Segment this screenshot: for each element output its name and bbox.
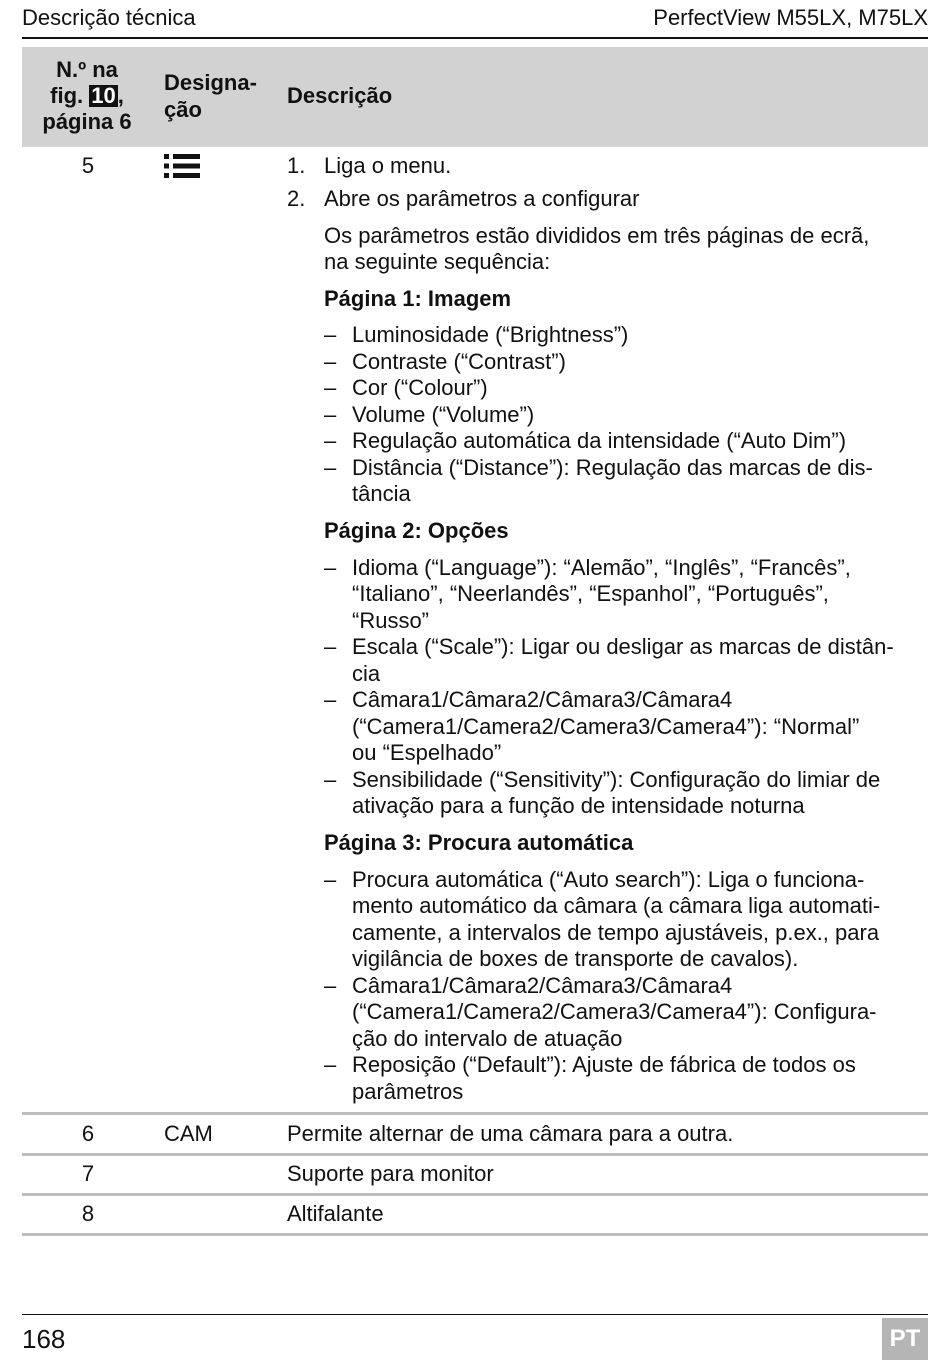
row5-number: 5: [81, 153, 95, 178]
step-1-text: Liga o menu.: [324, 153, 452, 178]
list-item: Câmara1/Câmara2/Câmara3/Câmara4: [352, 687, 733, 712]
bullet-dash: –: [324, 634, 337, 659]
bullet-dash: –: [324, 349, 337, 374]
menu-list-icon: [164, 154, 200, 178]
list-item-continued: camente, a intervalos de tempo ajustáveis, p.ex., para: [352, 920, 880, 945]
list-item-continued: mento automático da câmara (a câmara liga automati-: [352, 893, 881, 918]
list-item: Luminosidade (“Brightness”): [352, 322, 629, 347]
list-item: Reposição (“Default”): Ajuste de fábrica de todos os: [352, 1052, 856, 1077]
bullet-dash: –: [324, 867, 337, 892]
row-divider: [22, 1233, 928, 1236]
step-1-number: 1.: [287, 153, 306, 178]
list-item: Cor (“Colour”): [352, 375, 488, 400]
header-col-designation: [164, 69, 257, 123]
list-item-continued: ativação para a função de intensidade noturna: [352, 793, 805, 818]
intro-line-1: Os parâmetros estão divididos em três páginas de ecrã,: [324, 223, 870, 248]
row-divider: [22, 1153, 928, 1156]
page1-title: Página 1: Imagem: [324, 286, 512, 311]
list-item: Contraste (“Contrast”): [352, 349, 566, 374]
fig-comma: ,: [117, 83, 124, 108]
row7-number: 7: [81, 1161, 95, 1186]
list-item: Sensibilidade (“Sensitivity”): Configuração do limiar de: [352, 767, 881, 792]
table-header: [22, 47, 928, 147]
header-col-description: Descrição: [287, 83, 393, 108]
list-item-continued: vigilância de boxes de transporte de cavalos).: [352, 946, 799, 971]
row8-description: Altifalante: [287, 1201, 384, 1226]
list-item-continued: (“Camera1/Camera2/Camera3/Camera4”): “Normal”: [352, 714, 860, 739]
bullet-dash: –: [324, 455, 337, 480]
list-item: Volume (“Volume”): [352, 402, 535, 427]
list-item-continued: ou “Espelhado”: [352, 740, 502, 765]
bullet-dash: –: [324, 973, 337, 998]
list-item: Distância (“Distance”): Regulação das marcas de dis-: [352, 455, 873, 480]
list-item-continued: ção do intervalo de atuação: [352, 1026, 623, 1051]
bullet-dash: –: [324, 1052, 337, 1077]
row-divider: [22, 1112, 928, 1115]
bullet-dash: –: [324, 322, 337, 347]
bullet-dash: –: [324, 402, 337, 427]
header-section-title: Descrição técnica: [22, 5, 196, 30]
header-col-number-line1: N.º na: [56, 57, 118, 82]
footer-rule: [22, 1314, 928, 1315]
list-item: Escala (“Scale”): Ligar ou desligar as marcas de distân-: [352, 634, 894, 659]
intro-line-2: na seguinte sequência:: [324, 249, 551, 274]
header-product-name: PerfectView M55LX, M75LX: [653, 5, 928, 30]
header-col-number-line2: [22, 83, 152, 109]
row8-number: 8: [81, 1201, 95, 1226]
list-item-continued: tância: [352, 481, 411, 506]
list-item-continued: “Italiano”, “Neerlandês”, “Espanhol”, “Português”,: [352, 581, 829, 606]
list-item: Câmara1/Câmara2/Câmara3/Câmara4: [352, 973, 733, 998]
row6-number: 6: [81, 1121, 95, 1146]
list-item: Regulação automática da intensidade (“Auto Dim”): [352, 428, 847, 453]
row-divider: [22, 1193, 928, 1196]
bullet-dash: –: [324, 687, 337, 712]
list-item: Procura automática (“Auto search”): Liga o funciona-: [352, 867, 865, 892]
page2-title: Página 2: Opções: [324, 518, 509, 543]
language-badge: PT: [882, 1318, 928, 1360]
step-2-number: 2.: [287, 186, 306, 211]
row7-description: Suporte para monitor: [287, 1161, 494, 1186]
header-col-designation-line2: ção: [164, 97, 202, 122]
list-item-continued: “Russo”: [352, 608, 430, 633]
bullet-dash: –: [324, 767, 337, 792]
list-item-continued: cia: [352, 661, 381, 686]
fig-label: fig.: [50, 83, 90, 108]
page-number: 168: [22, 1324, 66, 1354]
header-col-number: [22, 57, 152, 135]
row6-description: Permite alternar de uma câmara para a outra.: [287, 1121, 734, 1146]
row6-designation: CAM: [164, 1121, 213, 1146]
list-item-continued: (“Camera1/Camera2/Camera3/Camera4”): Configura-: [352, 999, 877, 1024]
header-rule: [22, 37, 928, 39]
list-item-continued: parâmetros: [352, 1079, 464, 1104]
bullet-dash: –: [324, 375, 337, 400]
page3-title: Página 3: Procura automática: [324, 830, 634, 855]
figure-number-badge: 10: [91, 83, 116, 108]
header-col-number-line3: página 6: [42, 109, 132, 134]
bullet-dash: –: [324, 555, 337, 580]
bullet-dash: –: [324, 428, 337, 453]
list-item: Idioma (“Language”): “Alemão”, “Inglês”, “Francês”,: [352, 555, 851, 580]
step-2-text: Abre os parâmetros a configurar: [324, 186, 640, 211]
header-col-designation-line1: Designa-: [164, 70, 257, 95]
